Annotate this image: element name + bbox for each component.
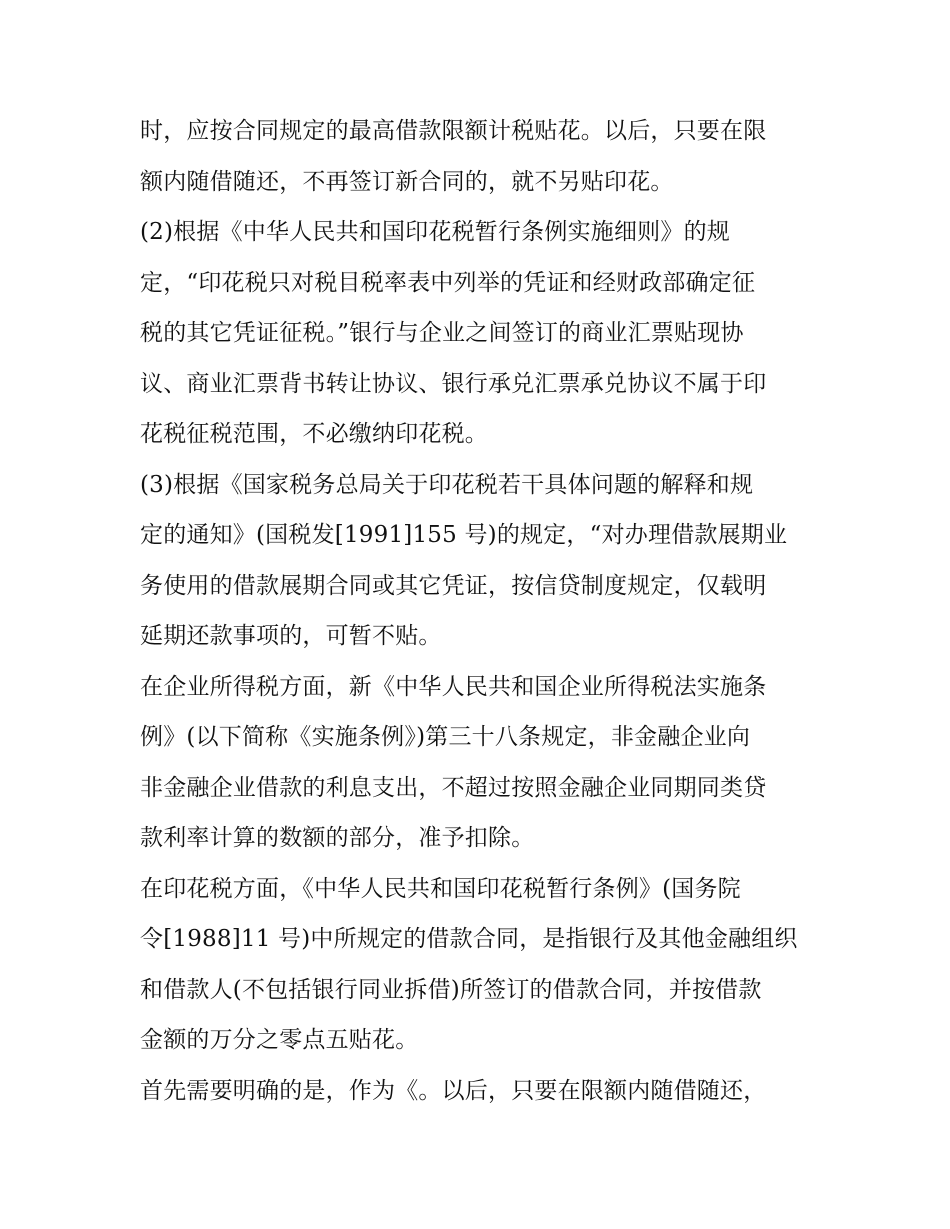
text-line: 在企业所得税方面，新《中华人民共和国企业所得税法实施条 xyxy=(140,673,767,700)
text-line: 例》(以下简称《实施条例》)第三十八条规定，非金融企业向 xyxy=(140,724,751,750)
text-line: 款利率计算的数额的部分，准予扣除。 xyxy=(140,825,535,851)
text-line: 议、商业汇票背书转让协议、银行承兑汇票承兑协议不属于印 xyxy=(140,370,767,397)
text-line: (2)根据《中华人民共和国印花税暂行条例实施细则》的规 xyxy=(140,219,730,245)
text-line: (3)根据《国家税务总局关于印花税若干具体问题的解释和规 xyxy=(140,471,754,498)
text-line: 务使用的借款展期合同或其它凭证，按信贷制度规定，仅载明 xyxy=(140,572,767,599)
text-line: 非金融企业借款的利息支出，不超过按照金融企业同期同类贷 xyxy=(140,774,767,801)
text-line: 税的其它凭证征税。”银行与企业之间签订的商业汇票贴现协 xyxy=(140,320,744,346)
text-line: 额内随借随还，不再签订新合同的，就不另贴印花。 xyxy=(140,168,674,195)
document-body xyxy=(140,106,830,1116)
text-line: 首先需要明确的是，作为《。以后，只要在限额内随借随还， xyxy=(140,1077,767,1104)
text-line: 花税征税范围，不必缴纳印花税。 xyxy=(140,421,488,447)
text-line: 金额的万分之零点五贴花。 xyxy=(140,1027,419,1053)
text-line: 令[1988]11 号)中所规定的借款合同，是指银行及其他金融组织 xyxy=(140,926,798,952)
text-line: 延期还款事项的，可暂不贴。 xyxy=(140,623,442,649)
text-line: 在印花税方面，《中华人民共和国印花税暂行条例》(国务院 xyxy=(140,875,741,902)
text-line: 定的通知》(国税发[1991]155 号)的规定，“对办理借款展期业 xyxy=(140,522,788,548)
text-line: 时，应按合同规定的最高借款限额计税贴花。以后，只要在限 xyxy=(140,118,767,144)
text-line: 定，“印花税只对税目税率表中列举的凭证和经财政部确定征 xyxy=(140,269,756,296)
text-line: 和借款人(不包括银行同业拆借)所签订的借款合同，并按借款 xyxy=(140,976,762,1003)
